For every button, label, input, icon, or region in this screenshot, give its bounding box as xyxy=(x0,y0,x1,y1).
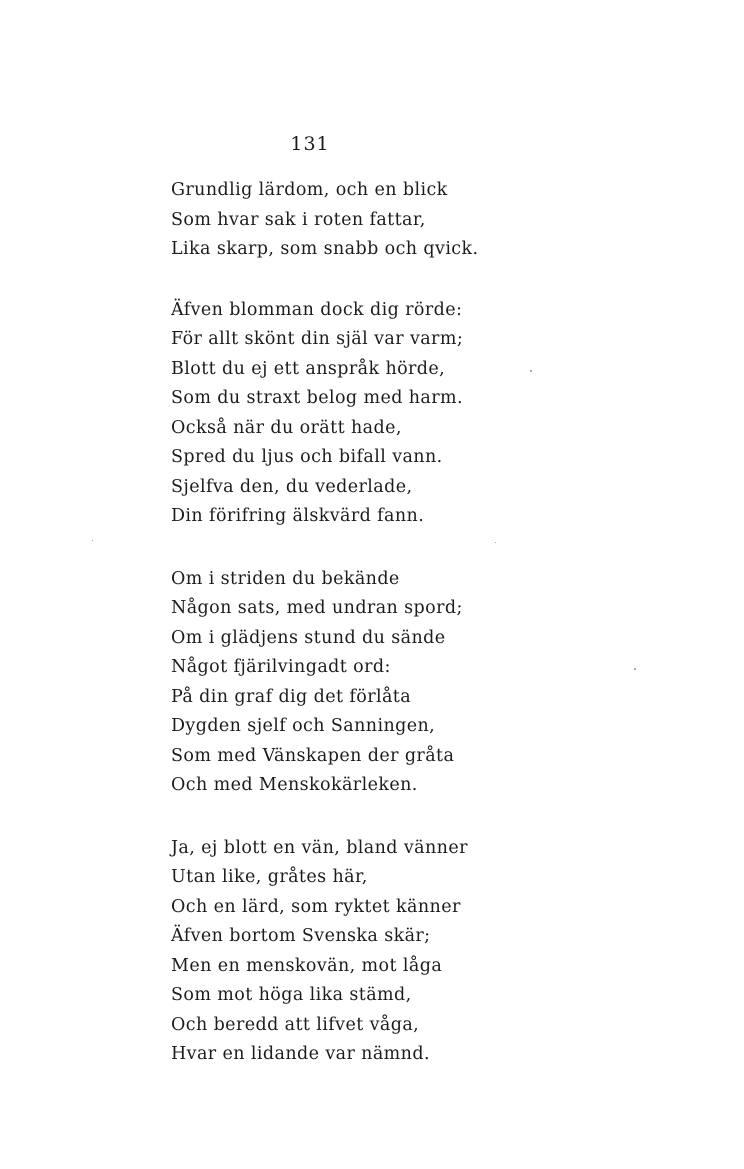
stanza-divider xyxy=(171,265,691,296)
stanza-1 xyxy=(171,176,691,265)
paper-speck xyxy=(634,668,636,670)
verse-line: Sjelfva den, du vederlade, xyxy=(171,476,413,497)
stanza-3 xyxy=(171,565,691,801)
verse-line: Någon sats, med undran spord; xyxy=(171,598,463,618)
verse-line: Ja, ej blott en vän, bland vänner xyxy=(171,837,468,858)
paper-speck xyxy=(92,540,93,541)
paper-speck xyxy=(495,542,496,543)
verse-line: Spred du ljus och bifall vann. xyxy=(171,447,443,467)
verse-line: På din graf dig det förlåta xyxy=(171,686,412,707)
stanza-divider xyxy=(171,801,691,834)
verse-line: Din förifring älskvärd fann. xyxy=(171,506,425,526)
verse-line: Om i striden du bekände xyxy=(171,568,400,589)
verse-line: Och beredd att lifvet våga, xyxy=(171,1014,420,1035)
verse-line: Grundlig lärdom, och en blick xyxy=(171,180,448,200)
verse-line: Blott du ej ett anspråk hörde, xyxy=(171,358,446,379)
stanza-divider xyxy=(171,532,691,565)
verse-line: Och med Menskokärleken. xyxy=(171,775,418,795)
stanza-4 xyxy=(171,834,691,1070)
paper-speck xyxy=(530,370,532,372)
page-number: 131 xyxy=(290,133,330,155)
verse-line: Dygden sjelf och Sanningen, xyxy=(171,716,436,736)
poem-body xyxy=(171,176,691,1070)
verse-line: Om i glädjens stund du sände xyxy=(171,627,446,648)
verse-line: Äfven bortom Svenska skär; xyxy=(171,926,431,946)
stanza-2 xyxy=(171,296,691,532)
verse-line: Också när du orätt hade, xyxy=(171,417,402,438)
verse-line: Utan like, gråtes här, xyxy=(171,867,368,887)
verse-line: Men en menskovän, mot låga xyxy=(171,955,443,976)
verse-line: Och en lärd, som ryktet känner xyxy=(171,896,461,917)
verse-line: Något fjärilvingadt ord: xyxy=(171,657,391,677)
verse-line: Som med Vänskapen der gråta xyxy=(171,745,455,766)
verse-line: Som hvar sak i roten fattar, xyxy=(171,209,426,230)
verse-line: Som mot höga lika stämd, xyxy=(171,985,412,1005)
verse-line: För allt skönt din själ var varm; xyxy=(171,329,464,349)
verse-line: Hvar en lidande var nämnd. xyxy=(171,1044,430,1064)
verse-line: Äfven blomman dock dig rörde: xyxy=(171,299,463,320)
verse-line: Som du straxt belog med harm. xyxy=(171,388,463,408)
verse-line: Lika skarp, som snabb och qvick. xyxy=(171,239,479,259)
